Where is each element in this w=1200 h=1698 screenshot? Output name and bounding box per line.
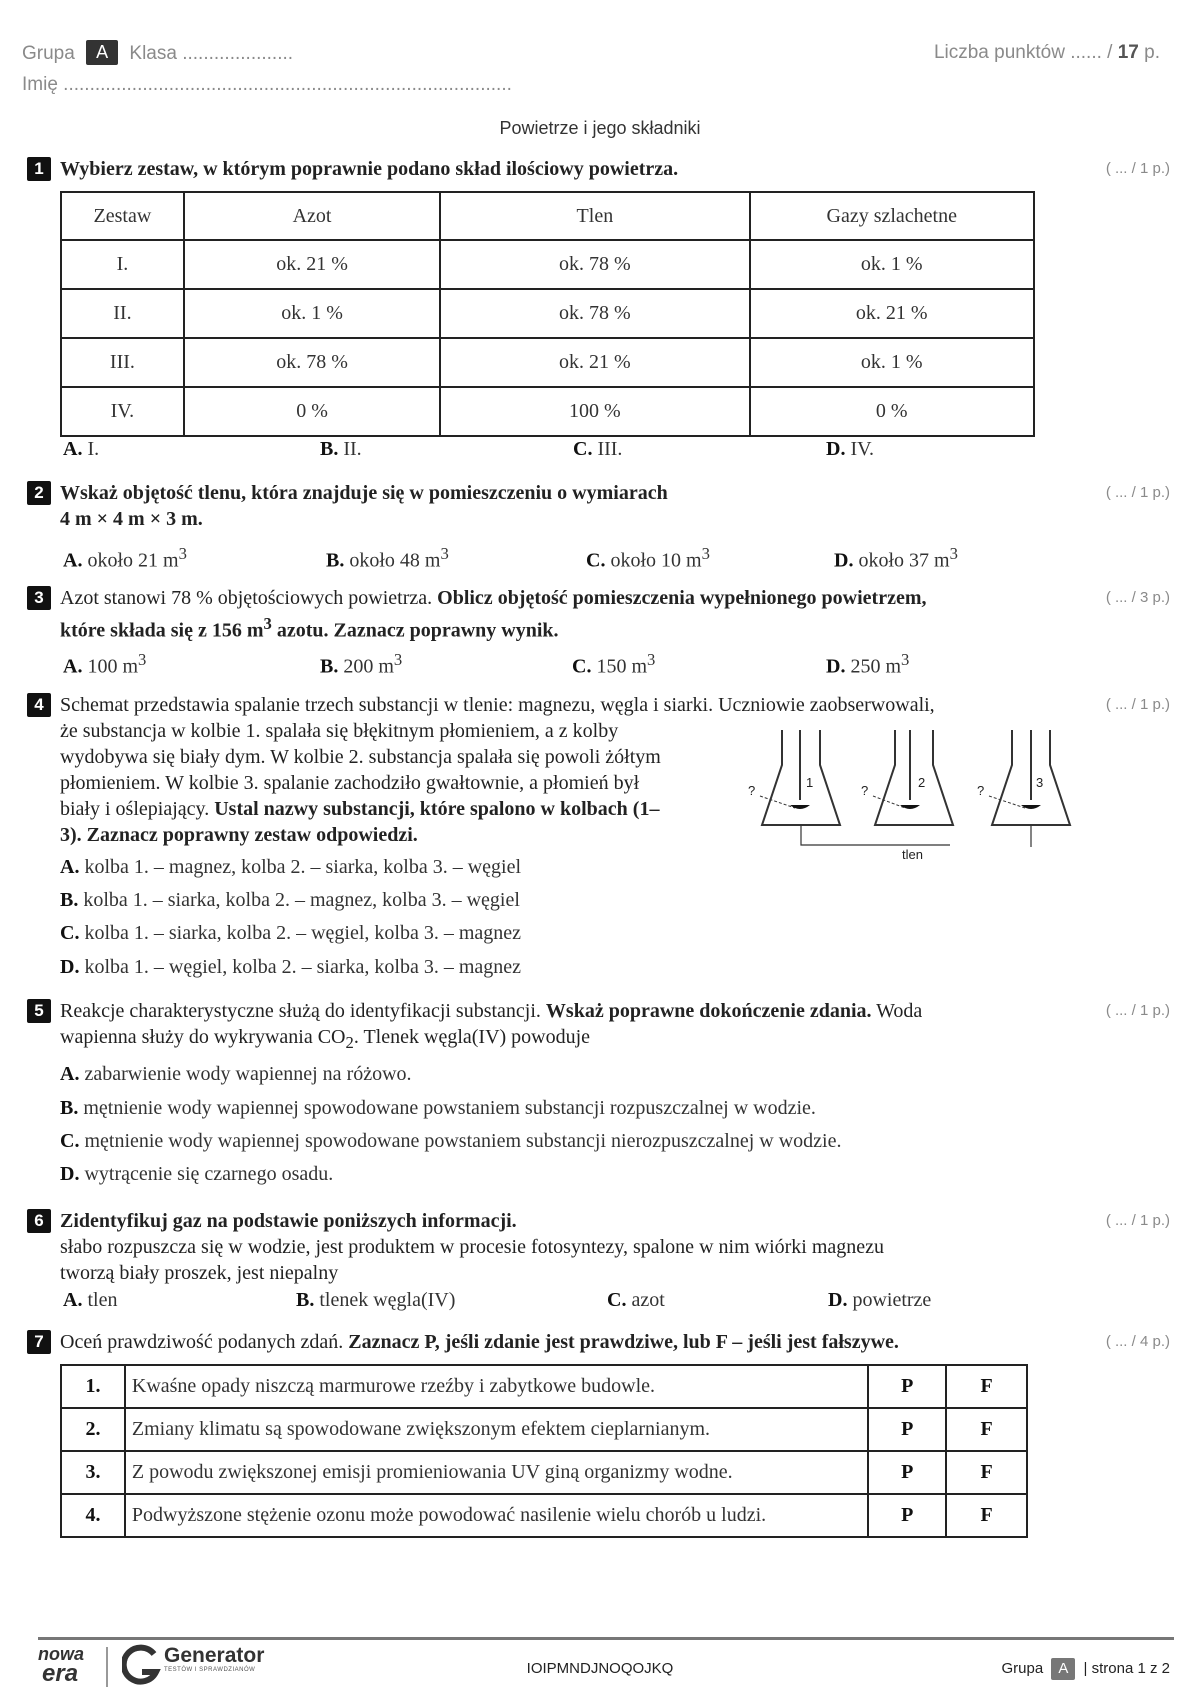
- question-mark: ?: [977, 783, 985, 798]
- false-option[interactable]: F: [946, 1451, 1027, 1494]
- q2-option-a[interactable]: [63, 541, 187, 574]
- option-text: 250 m: [850, 655, 902, 678]
- superscript: 3: [440, 544, 449, 563]
- table-row: [61, 387, 1034, 436]
- table-header-cell: Tlen: [440, 192, 749, 240]
- pointer-line: [989, 796, 1025, 808]
- question-4-points: ( ... / 1 p.): [1105, 696, 1170, 713]
- table-cell: ok. 1 %: [184, 289, 440, 338]
- statement-text: Kwaśne opady niszczą marmurowe rzeźby i zabytkowe budowle.: [125, 1365, 868, 1408]
- question-number: 6: [27, 1209, 51, 1233]
- logo-text: era: [42, 1660, 79, 1687]
- question-mark: ?: [748, 783, 756, 798]
- table-cell: ok. 21 %: [184, 240, 440, 289]
- sample-2: [900, 805, 920, 809]
- question-1-text: Wybierz zestaw, w którym poprawnie podano skład ilościowy powietrza.: [60, 158, 679, 180]
- question-5-plain: Reakcje charakterystyczne służą do identyfikacji substancji.: [60, 1000, 541, 1022]
- question-3-points: ( ... / 3 p.): [1105, 589, 1170, 606]
- option-letter: D.: [826, 438, 846, 460]
- option-letter: C.: [586, 549, 606, 572]
- points-prefix: Liczba punktów ...... /: [933, 42, 1113, 63]
- question-number: 4: [27, 693, 51, 717]
- option-letter: C.: [60, 922, 80, 944]
- option-letter: B.: [320, 655, 339, 678]
- points-suffix: p.: [1144, 42, 1160, 63]
- false-option[interactable]: F: [946, 1408, 1027, 1451]
- option-text: 200 m: [343, 655, 394, 678]
- question-4-line: płomieniem. W kolbie 3. spalanie zachodziło gwałtownie, a płomień był: [60, 772, 640, 794]
- option-letter: D.: [834, 549, 854, 572]
- q2-option-b[interactable]: [326, 541, 449, 574]
- option-text: tlenek węgla(IV): [319, 1289, 456, 1311]
- option-text: II.: [343, 438, 362, 460]
- option-letter: B.: [60, 1097, 79, 1119]
- table-cell: ok. 1 %: [750, 240, 1034, 289]
- table-cell: ok. 1 %: [750, 338, 1034, 387]
- flask-label: 1: [806, 775, 814, 790]
- sample-1: [790, 805, 810, 809]
- question-3-line2a: które składa się z 156 m: [60, 619, 264, 642]
- question-7-text: [60, 1329, 899, 1355]
- question-3-bold: Oblicz objętość pomieszczenia wypełnionego powietrzem,: [437, 587, 927, 609]
- group-label: Grupa: [22, 43, 75, 64]
- option-text: kolba 1. – magnez, kolba 2. – siarka, kolba 3. – węgiel: [84, 856, 522, 878]
- question-4-line: wydobywa się biały dym. W kolbie 2. substancja spalała się powoli żółtym: [60, 746, 661, 768]
- flasks-diagram: [740, 725, 1080, 865]
- question-5-line2b: . Tlenek węgla(IV) powoduje: [353, 1026, 591, 1048]
- option-letter: B.: [60, 889, 79, 911]
- statement-text: Zmiany klimatu są spowodowane zwiększonym efektem cieplarnianym.: [125, 1408, 868, 1451]
- q1-table: [60, 191, 1035, 437]
- table-row: [61, 1451, 1027, 1494]
- statement-number: 1.: [61, 1365, 125, 1408]
- question-number: 5: [27, 999, 51, 1023]
- oxygen-label: tlen: [902, 847, 923, 862]
- option-letter: D.: [60, 1163, 80, 1185]
- question-2-line1: Wskaż objętość tlenu, która znajduje się w pomieszczeniu o wymiarach: [60, 482, 668, 504]
- option-text: około 10 m: [610, 549, 702, 572]
- option-text: zabarwienie wody wapiennej na różowo.: [84, 1063, 412, 1085]
- option-letter: A.: [63, 1289, 83, 1311]
- table-cell: ok. 78 %: [440, 240, 749, 289]
- option-letter: B.: [296, 1289, 315, 1311]
- superscript: 3: [393, 650, 403, 669]
- table-cell: 0 %: [184, 387, 440, 436]
- q4-option-a[interactable]: [60, 854, 521, 880]
- statement-number: 4.: [61, 1494, 125, 1537]
- q3-option-c[interactable]: [572, 647, 655, 680]
- table-cell: II.: [61, 289, 184, 338]
- option-letter: C.: [573, 438, 593, 460]
- table-cell: 100 %: [440, 387, 749, 436]
- question-6-points: ( ... / 1 p.): [1105, 1212, 1170, 1229]
- option-text: IV.: [850, 438, 874, 460]
- question-5-bold: Wskaż poprawne dokończenie zdania.: [545, 1000, 872, 1022]
- table-row: [61, 289, 1034, 338]
- q4-option-d[interactable]: [60, 954, 521, 980]
- option-text: III.: [597, 438, 623, 460]
- statement-text: Podwyższone stężenie ozonu może powodować nasilenie wielu chorób u ludzi.: [125, 1494, 868, 1537]
- question-4-line: że substancja w kolbie 1. spalała się błękitnym płomieniem, a z kolby: [60, 720, 619, 742]
- true-option[interactable]: P: [868, 1408, 946, 1451]
- option-text: 100 m: [87, 655, 139, 678]
- option-text: mętnienie wody wapiennej spowodowane powstaniem substancji rozpuszczalnej w wodzie.: [83, 1097, 816, 1119]
- group-badge: A: [86, 40, 118, 65]
- option-letter: C.: [60, 1130, 80, 1152]
- footer-group-label: Grupa: [1001, 1660, 1044, 1677]
- page-title: Powietrze i jego składniki: [499, 118, 701, 138]
- option-letter: B.: [326, 549, 345, 572]
- option-text: wytrącenie się czarnego osadu.: [84, 1163, 334, 1185]
- question-1-points: ( ... / 1 p.): [1105, 160, 1170, 177]
- q7-table: [60, 1364, 1028, 1538]
- option-text: powietrze: [852, 1289, 932, 1311]
- true-option[interactable]: P: [868, 1365, 946, 1408]
- footer-page-info: [1001, 1658, 1170, 1680]
- q6-option-c[interactable]: [607, 1287, 665, 1313]
- table-row: [61, 240, 1034, 289]
- question-6-bold: Zidentyfikuj gaz na podstawie poniższych informacji.: [60, 1210, 517, 1232]
- question-mark: ?: [861, 783, 869, 798]
- question-3-plain: Azot stanowi 78 % objętościowych powietrza.: [60, 587, 433, 609]
- statement-number: 3.: [61, 1451, 125, 1494]
- option-text: kolba 1. – siarka, kolba 2. – magnez, kolba 3. – węgiel: [83, 889, 520, 911]
- question-number: 3: [27, 586, 51, 610]
- option-letter: D.: [826, 655, 846, 678]
- q6-option-b[interactable]: [296, 1287, 455, 1313]
- option-text: kolba 1. – węgiel, kolba 2. – siarka, kolba 3. – magnez: [84, 956, 522, 978]
- false-option[interactable]: F: [946, 1365, 1027, 1408]
- footer-group-badge: A: [1051, 1658, 1075, 1680]
- q3-option-d[interactable]: [826, 647, 909, 680]
- logo-subtext: TESTÓW I SPRAWDZIANÓW: [164, 1667, 256, 1673]
- table-cell: ok. 78 %: [440, 289, 749, 338]
- superscript: 3: [901, 650, 910, 669]
- table-row: [61, 1494, 1027, 1537]
- question-4-bold: 3). Zaznacz poprawny zestaw odpowiedzi.: [60, 824, 418, 846]
- table-row: [61, 338, 1034, 387]
- logo-text: nowa: [38, 1644, 85, 1664]
- question-5-line2a: wapienna służy do wykrywania CO: [60, 1026, 346, 1048]
- q3-option-a[interactable]: [63, 647, 146, 680]
- option-text: kolba 1. – siarka, kolba 2. – węgiel, kolba 3. – magnez: [84, 922, 522, 944]
- table-header-cell: Azot: [184, 192, 440, 240]
- option-letter: B.: [320, 438, 339, 460]
- question-5-points: ( ... / 1 p.): [1105, 1002, 1170, 1019]
- option-text: tlen: [87, 1289, 118, 1311]
- name-field: Imię .....................................................................................: [22, 74, 512, 95]
- superscript: 3: [263, 614, 272, 633]
- points-total: [934, 42, 1160, 64]
- table-row: [61, 1365, 1027, 1408]
- q2-option-d[interactable]: [834, 541, 958, 574]
- question-7-bold: Zaznacz P, jeśli zdanie jest prawdziwe, lub F – jeśli jest fałszywe.: [348, 1331, 899, 1353]
- option-text: około 37 m: [858, 549, 950, 572]
- sample-3: [1021, 805, 1041, 809]
- table-cell: IV.: [61, 387, 184, 436]
- q6-option-a[interactable]: [63, 1287, 117, 1313]
- q4-option-c[interactable]: [60, 920, 521, 946]
- question-7-points: ( ... / 4 p.): [1105, 1333, 1170, 1350]
- q4-option-b[interactable]: [60, 887, 520, 913]
- option-text: mętnienie wody wapiennej spowodowane powstaniem substancji nierozpuszczalnej w wodzie.: [84, 1130, 842, 1152]
- oxygen-connector: [801, 825, 950, 845]
- false-option[interactable]: F: [946, 1494, 1027, 1537]
- question-number: 2: [27, 481, 51, 505]
- superscript: 3: [647, 650, 656, 669]
- question-4-bold: Ustal nazwy substancji, które spalono w kolbach (1–: [214, 798, 660, 820]
- option-letter: A.: [60, 1063, 80, 1085]
- flask-2: [875, 730, 953, 825]
- q5-option-b[interactable]: [60, 1095, 816, 1121]
- logo-text: Generator: [164, 1644, 265, 1667]
- question-6-line: tworzą biały proszek, jest niepalny: [60, 1262, 339, 1284]
- flask-label: 2: [918, 775, 926, 790]
- question-3-line2b: azotu. Zaznacz poprawny wynik.: [276, 619, 559, 642]
- q1-option-c[interactable]: [573, 436, 622, 462]
- option-letter: C.: [607, 1289, 627, 1311]
- statement-text: Z powodu zwiększonej emisji promieniowania UV giną organizmy wodne.: [125, 1451, 868, 1494]
- class-field: Klasa .....................: [129, 43, 294, 64]
- superscript: 3: [701, 544, 710, 563]
- option-letter: A.: [63, 438, 83, 460]
- option-letter: D.: [60, 956, 80, 978]
- footer-divider: [38, 1637, 1174, 1640]
- question-5-tail: Woda: [876, 1000, 923, 1022]
- table-cell: 0 %: [750, 387, 1034, 436]
- option-text: około 48 m: [349, 549, 441, 572]
- question-6-text: [60, 1208, 884, 1286]
- table-row: [61, 1408, 1027, 1451]
- q6-option-d[interactable]: [828, 1287, 931, 1313]
- true-option[interactable]: P: [868, 1494, 946, 1537]
- question-2-text: [60, 480, 668, 532]
- table-header-row: [61, 192, 1034, 240]
- pointer-line: [873, 796, 905, 808]
- option-letter: D.: [828, 1289, 848, 1311]
- option-letter: A.: [60, 856, 80, 878]
- q1-option-a[interactable]: [63, 436, 99, 462]
- q5-option-a[interactable]: [60, 1061, 412, 1087]
- flask-label: 3: [1036, 775, 1044, 790]
- q3-option-b[interactable]: [320, 647, 402, 680]
- table-cell: ok. 21 %: [750, 289, 1034, 338]
- option-text: 150 m: [596, 655, 648, 678]
- true-option[interactable]: P: [868, 1451, 946, 1494]
- pointer-line: [760, 796, 795, 808]
- question-5-text: [60, 998, 922, 1056]
- question-6-line: słabo rozpuszcza się w wodzie, jest produktem w procesie fotosyntezy, spalone w nim wiórki magnezu: [60, 1236, 885, 1258]
- option-text: około 21 m: [87, 549, 179, 572]
- superscript: 3: [178, 544, 187, 563]
- points-max: 17: [1117, 42, 1139, 63]
- q1-option-d[interactable]: [826, 436, 874, 462]
- q5-option-d[interactable]: [60, 1161, 333, 1187]
- option-letter: A.: [63, 549, 83, 572]
- question-4-line: biały i oślepiający.: [60, 798, 210, 820]
- question-4-line: Schemat przedstawia spalanie trzech substancji w tlenie: magnezu, węgla i siarki. Uczniowie zaobserwowali,: [60, 694, 935, 716]
- question-2-points: ( ... / 1 p.): [1105, 484, 1170, 501]
- superscript: 3: [138, 650, 147, 669]
- option-text: I.: [87, 438, 100, 460]
- question-7-plain: Oceń prawdziwość podanych zdań.: [60, 1331, 344, 1353]
- table-header-cell: Zestaw: [61, 192, 184, 240]
- question-2-line2: 4 m × 4 m × 3 m.: [60, 508, 203, 530]
- question-number: 7: [27, 1330, 51, 1354]
- question-number: 1: [27, 157, 51, 181]
- subscript: 2: [345, 1033, 354, 1052]
- table-cell: III.: [61, 338, 184, 387]
- statement-number: 2.: [61, 1408, 125, 1451]
- page-number: | strona 1 z 2: [1083, 1660, 1170, 1677]
- question-3-text: [60, 585, 927, 644]
- table-cell: ok. 21 %: [440, 338, 749, 387]
- header-group-class: [22, 40, 293, 65]
- q5-option-c[interactable]: [60, 1128, 841, 1154]
- option-letter: C.: [572, 655, 592, 678]
- option-text: azot: [631, 1289, 665, 1311]
- superscript: 3: [949, 544, 958, 563]
- option-letter: A.: [63, 655, 83, 678]
- q1-option-b[interactable]: [320, 436, 362, 462]
- table-cell: ok. 78 %: [184, 338, 440, 387]
- q2-option-c[interactable]: [586, 541, 710, 574]
- table-header-cell: Gazy szlachetne: [750, 192, 1034, 240]
- document-code: IOIPMNDJNOQOJKQ: [526, 1660, 674, 1677]
- table-cell: I.: [61, 240, 184, 289]
